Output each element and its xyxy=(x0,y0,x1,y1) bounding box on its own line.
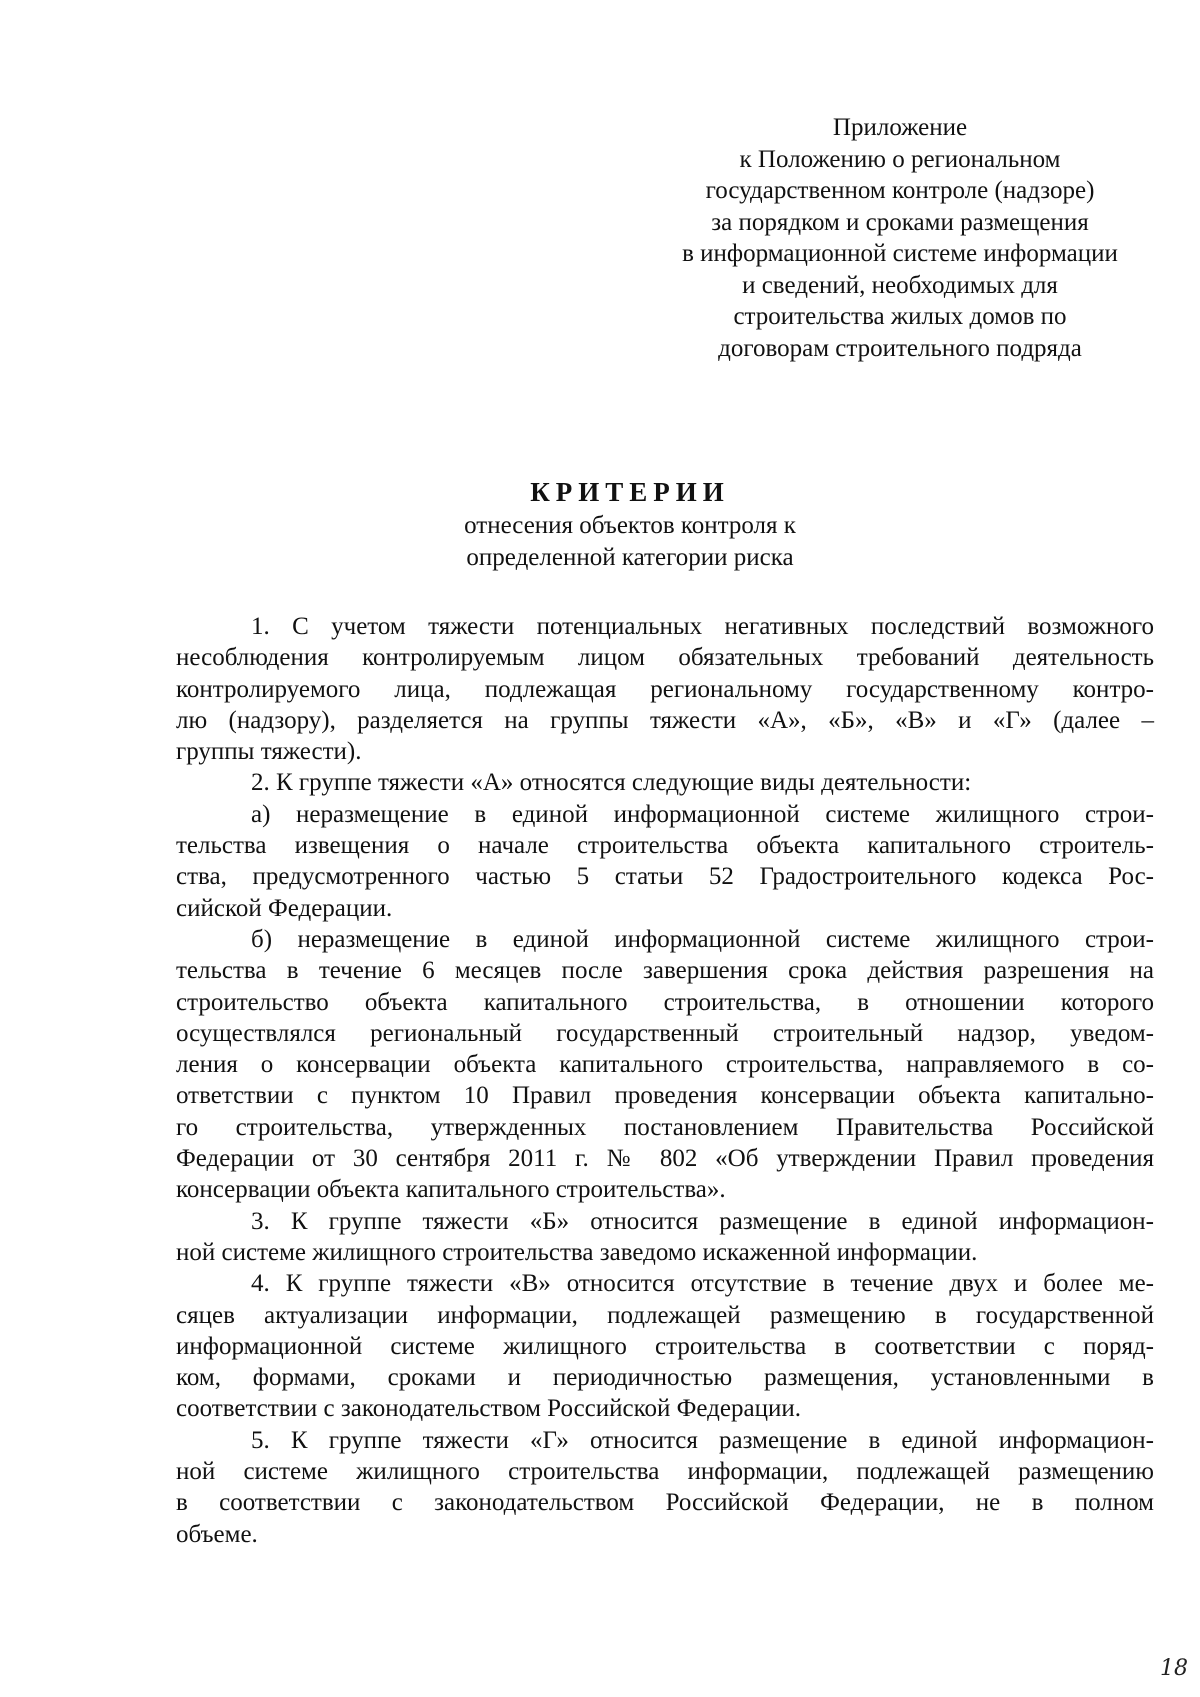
appendix-line: государственном контроле (надзоре) xyxy=(705,177,1095,204)
body-line: тельства извещения о начале строительства объекта капитального строитель- xyxy=(176,832,1154,860)
appendix-line: в информационной системе информации xyxy=(682,240,1118,267)
body-line: б) неразмещение в единой информационной системе жилищного строи- xyxy=(251,925,1154,953)
body-line: сийской Федерации. xyxy=(176,894,393,922)
body-line: лю (надзору), разделяется на группы тяжести «А», «Б», «В» и «Г» (далее – xyxy=(176,706,1154,734)
document-title-block xyxy=(380,474,880,574)
body-line: консервации объекта капитального строительства». xyxy=(176,1176,726,1204)
document-subtitle-line: определенной категории риска xyxy=(466,544,794,571)
appendix-line: Приложение xyxy=(832,114,968,141)
body-line: 1. С учетом тяжести потенциальных негативных последствий возможного xyxy=(251,613,1154,640)
body-line: объеме. xyxy=(176,1520,258,1548)
appendix-line: и сведений, необходимых для xyxy=(742,271,1058,299)
appendix-line: за порядком и сроками размещения xyxy=(711,208,1089,236)
body-line: ления о консервации объекта капитального строительства, направляемого в со- xyxy=(176,1051,1154,1079)
body-line: ной системе жилищного строительства заведомо искаженной информации. xyxy=(176,1238,978,1266)
body-line: го строительства, утвержденных постановлением Правительства Российской xyxy=(176,1113,1154,1141)
appendix-line: строительства жилых домов по xyxy=(733,303,1067,330)
body-line: соответствии с законодательством Российской Федерации. xyxy=(176,1395,801,1423)
body-line: 2. К группе тяжести «А» относятся следующие виды деятельности: xyxy=(251,769,972,797)
body-line: строительство объекта капитального строительства, в отношении которого xyxy=(176,988,1154,1016)
body-line: в соответствии с законодательством Российской Федерации, не в полном xyxy=(176,1489,1154,1517)
appendix-line: к Положению о региональном xyxy=(739,145,1061,173)
body-line: ком, формами, сроками и периодичностью размещения, установленными в xyxy=(176,1364,1154,1392)
body-line: несоблюдения контролируемым лицом обязательных требований деятельность xyxy=(176,644,1154,672)
body-line: а) неразмещение в единой информационной системе жилищного строи- xyxy=(251,800,1154,828)
body-line: сяцев актуализации информации, подлежащей размещению в государственной xyxy=(176,1301,1154,1329)
document-body xyxy=(176,611,1154,1550)
body-line: ной системе жилищного строительства информации, подлежащей размещению xyxy=(176,1458,1154,1486)
body-line: осуществлялся региональный государственный строительный надзор, уведом- xyxy=(176,1019,1154,1047)
body-line: 4. К группе тяжести «В» относится отсутствие в течение двух и более ме- xyxy=(251,1270,1154,1298)
appendix-header xyxy=(630,112,1170,364)
document-subtitle-line: отнесения объектов контроля к xyxy=(464,512,796,539)
body-line: информационной системе жилищного строительства в соответствии с поряд- xyxy=(176,1332,1154,1360)
appendix-line: договорам строительного подряда xyxy=(718,334,1082,362)
body-line: ства, предусмотренного частью 5 статьи 52 Градостроительного кодекса Рос- xyxy=(176,863,1154,891)
body-line: 3. К группе тяжести «Б» относится размещение в единой информацион- xyxy=(251,1207,1154,1235)
body-line: тельства в течение 6 месяцев после завершения срока действия разрешения на xyxy=(176,957,1154,985)
page-number: 18 xyxy=(1160,1656,1188,1681)
body-line: ответствии с пунктом 10 Правил проведения консервации объекта капитально- xyxy=(176,1082,1154,1110)
body-line: Федерации от 30 сентября 2011 г. № 802 «Об утверждении Правил проведения xyxy=(176,1145,1154,1173)
body-line: группы тяжести). xyxy=(176,738,362,766)
body-line: контролируемого лица, подлежащая региональному государственному контро- xyxy=(176,675,1154,703)
body-line: 5. К группе тяжести «Г» относится размещение в единой информацион- xyxy=(251,1426,1154,1454)
document-title: КРИТЕРИИ xyxy=(530,477,730,507)
